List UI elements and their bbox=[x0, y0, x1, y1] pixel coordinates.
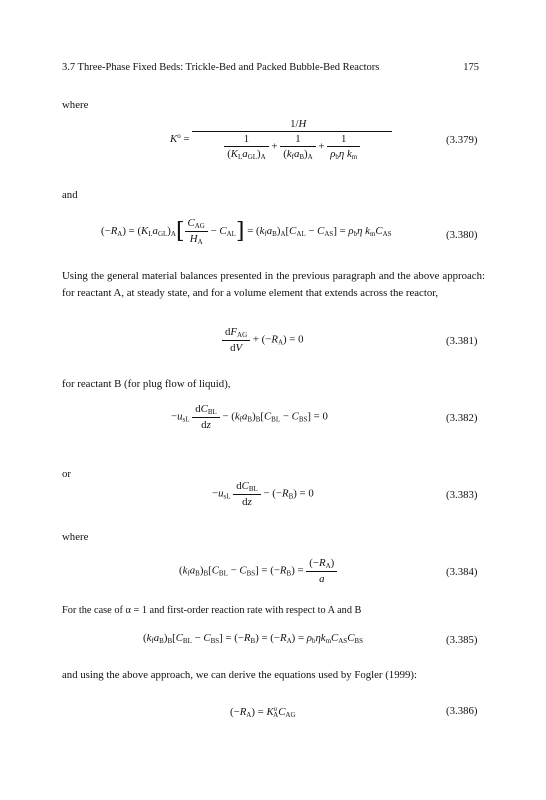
equation-3-382: $-u_{sL}$ $\frac{dC_{BL}}{dz}$ − $(k_fa_B)_B[C_{BL} - C_{BS}] = 0$ bbox=[171, 403, 328, 431]
eq-number-3-380: (3.380) bbox=[446, 229, 478, 241]
text-where-1: where bbox=[62, 99, 89, 111]
eq-number-3-379: (3.379) bbox=[446, 134, 478, 146]
paragraph-material-balances: Using the general material balances presented in the previous paragraph and the above approach: for reactant A, at steady state, and for a volume element that extends across the reactor, bbox=[62, 270, 485, 299]
eq-number-3-386: (3.386) bbox=[446, 705, 478, 717]
text-and: and bbox=[62, 189, 78, 201]
page-number: 175 bbox=[463, 62, 479, 73]
equation-3-381: $\frac{dF_{AG}}{dV}$ + $(-R_A) = 0$ bbox=[222, 326, 303, 354]
text-fogler: and using the above approach, we can derive the equations used by Fogler (1999): bbox=[62, 669, 417, 681]
running-header-section: 3.7 Three-Phase Fixed Beds: Trickle-Bed and Packed Bubble-Bed Reactors bbox=[62, 62, 380, 73]
eq-number-3-385: (3.385) bbox=[446, 634, 478, 646]
text-where-2: where bbox=[62, 531, 89, 543]
equation-3-386: $(-R_A) = K^o_AC_{AG}$ bbox=[230, 705, 296, 719]
eq-number-3-381: (3.381) bbox=[446, 335, 478, 347]
eq-number-3-383: (3.383) bbox=[446, 489, 478, 501]
text-reactant-b: for reactant B (for plug flow of liquid), bbox=[62, 378, 231, 390]
text-alpha-case: For the case of α = 1 and first-order reaction rate with respect to A and B bbox=[62, 605, 362, 616]
eq-number-3-384: (3.384) bbox=[446, 566, 478, 578]
text-or: or bbox=[62, 468, 71, 480]
equation-3-384: $(k_fa_B)_B[C_{BL} - C_{BS}] = (-R_B)$ = $\frac{(-R_A)}{a}$ bbox=[179, 557, 337, 585]
equation-3-383: $-u_{sL}$ $\frac{dC_{BL}}{dz}$ − $(-R_B) = 0$ bbox=[212, 480, 314, 508]
equation-3-380: $(-R_A) = (K_La_{GL})_A$[ $\frac{C_{AG}}{H_A}$ − $C_{AL}] = (k_fa_B)_A[C_{AL} - C_{AS}] = \rho_b\eta$ $k_mC_{AS}$ bbox=[101, 217, 392, 246]
equation-3-385: $(k_fa_B)_B[C_{BL} - C_{BS}] = (-R_B) = (-R_A) = \rho_b\eta k_mC_{AS}C_{BS}$ bbox=[143, 632, 363, 645]
eq-number-3-382: (3.382) bbox=[446, 412, 478, 424]
equation-3-379: $K^o$ = 1/H $\frac{1}{(K_La_{GL})_A}$ + $\frac{1}{(k_fa_B)_A}$ + $\frac{1}{\rho_b\eta k_m}$ bbox=[170, 118, 392, 161]
